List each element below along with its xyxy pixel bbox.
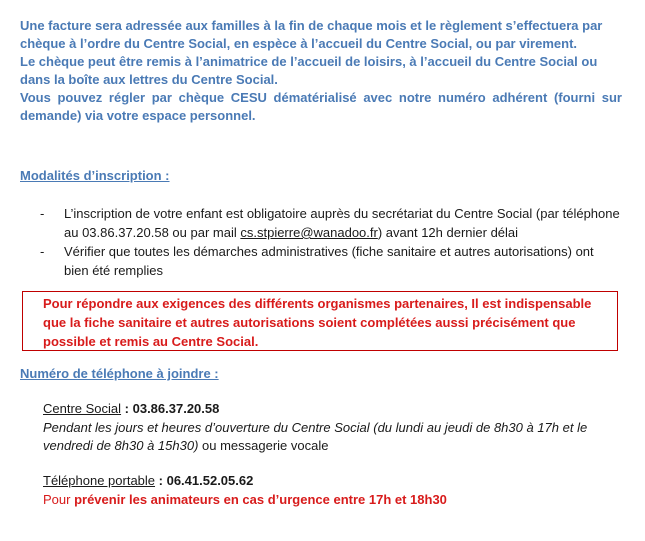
mobile-sep: :: [155, 473, 167, 488]
modalites-list: [40, 204, 620, 280]
centre-social-hours-suffix: ou messagerie vocale: [198, 438, 329, 453]
alert-box: [22, 291, 618, 351]
email-link[interactable]: cs.stpierre@wanadoo.fr: [240, 225, 378, 240]
centre-social-sep: :: [121, 401, 133, 416]
centre-social-hours: Pendant les jours et heures d’ouverture du Centre Social (du lundi au jeudi de 8h30 à 17h et le vendredi de 8h30 à 15h30): [43, 420, 588, 453]
list-item: [40, 204, 620, 242]
modalites-heading: Modalités d’inscription :: [20, 168, 170, 183]
centre-social-label: Centre Social: [43, 401, 122, 416]
mobile-note: prévenir les animateurs en cas d’urgence entre 17h et 18h30: [74, 492, 447, 507]
phone-heading: Numéro de téléphone à joindre :: [20, 366, 219, 381]
alert-text: Pour répondre aux exigences des différents organismes partenaires, Il est indispensable que la fiche sanitaire et autres autorisations soient complétées aussi précisément que possible et remis au Centre Social.: [43, 296, 592, 349]
list-dash: -: [40, 244, 45, 259]
billing-line-3: Vous pouvez régler par chèque CESU dématérialisé avec notre numéro adhérent (fourni sur demande) via votre espace personnel.: [20, 90, 622, 123]
mobile-label: Téléphone portable: [43, 473, 156, 488]
mobile-contact: [43, 472, 623, 509]
billing-line-2: Le chèque peut être remis à l’animatrice de l’accueil de loisirs, à l’accueil du Centre Social ou dans la boîte aux lettres du Centre Social.: [20, 54, 598, 87]
list-dash: -: [40, 206, 45, 221]
billing-paragraph: [20, 17, 622, 125]
item2-text: Vérifier que toutes les démarches administratives (fiche sanitaire et autres autorisations) ont bien été remplies: [64, 244, 594, 278]
item1-text-after: ) avant 12h dernier délai: [377, 225, 519, 240]
mobile-note-prefix: Pour: [43, 492, 75, 507]
centre-social-number: 03.86.37.20.58: [132, 401, 220, 416]
billing-line-1: Une facture sera adressée aux familles à la fin de chaque mois et le règlement s’effectuera par chèque à l’ordre du Centre Social, en espèce à l’accueil du Centre Social, ou par virement.: [20, 18, 603, 51]
item1-text-before: L’inscription de votre enfant est obligatoire auprès du secrétariat du Centre Social (par téléphone au 03.86.37.20.58 ou par mail: [64, 206, 620, 240]
list-item: [40, 242, 620, 280]
mobile-number: 06.41.52.05.62: [166, 473, 254, 488]
centre-social-contact: [43, 400, 623, 455]
